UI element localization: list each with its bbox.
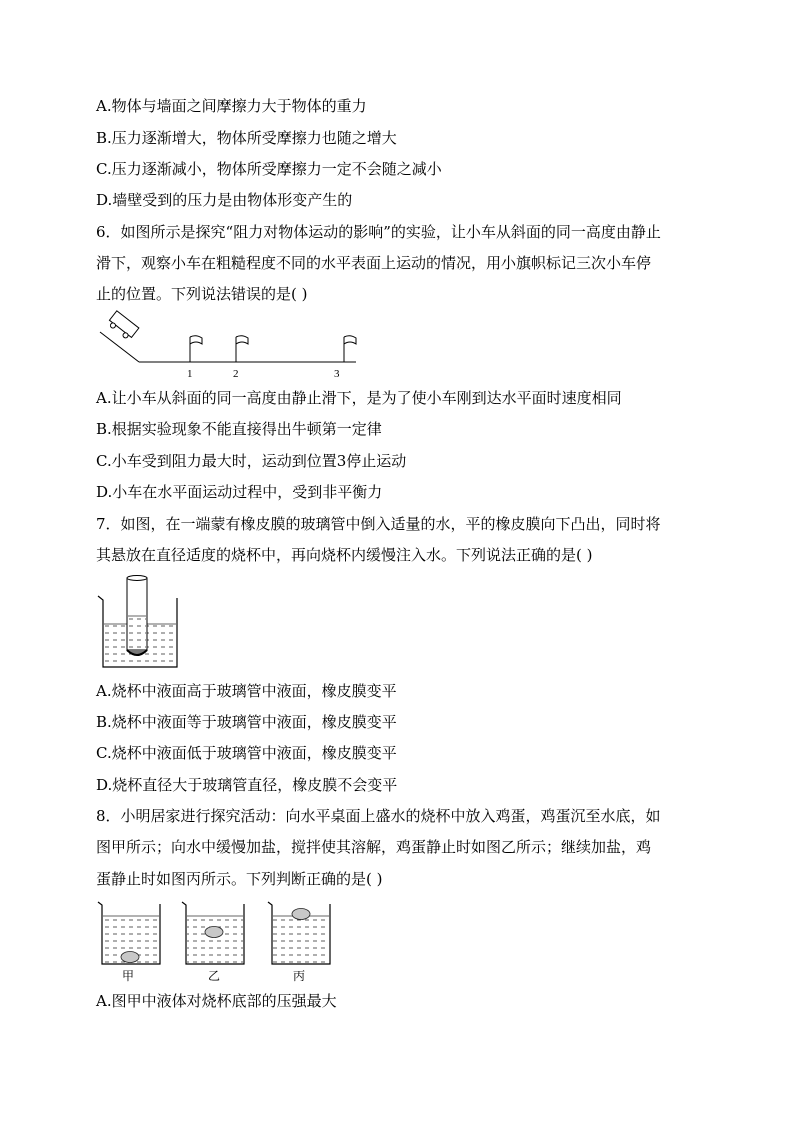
beaker-jia <box>98 902 160 964</box>
q8-stem-line-2: 图甲所示；向水中缓慢加盐，搅拌使其溶解，鸡蛋静止时如图乙所示；继续加盐，鸡 <box>96 838 652 856</box>
q8-option-a: A.图甲中液体对烧杯底部的压强最大 <box>96 992 337 1010</box>
beaker-label-bing: 丙 <box>293 969 306 983</box>
beaker-label-yi: 乙 <box>208 969 221 983</box>
beaker-yi <box>182 902 244 964</box>
q6-stem-line-3: 止的位置。下列说法错误的是( ) <box>96 285 308 303</box>
q5-option-c: C.压力逐渐减小，物体所受摩擦力一定不会随之减小 <box>96 160 442 178</box>
egg-icon <box>292 909 310 920</box>
q7-option-b: B.烧杯中液面等于玻璃管中液面，橡皮膜变平 <box>96 713 397 731</box>
flag-icon <box>344 336 356 362</box>
q5-option-d: D.墙壁受到的压力是由物体形变产生的 <box>96 191 353 209</box>
q6-incline-figure <box>94 310 360 382</box>
beaker-bing <box>268 902 330 964</box>
egg-icon <box>205 927 223 938</box>
q6-stem-line-2: 滑下，观察小车在粗糙程度不同的水平表面上运动的情况，用小旗帜标记三次小车停 <box>96 254 652 272</box>
q6-option-c: C.小车受到阻力最大时，运动到位置3停止运动 <box>96 452 407 470</box>
q8-stem-line-3: 蛋静止时如图丙所示。下列判断正确的是( ) <box>96 870 383 888</box>
q5-option-b: B.压力逐渐增大，物体所受摩擦力也随之增大 <box>96 129 397 147</box>
flag-icon <box>190 336 202 362</box>
egg-icon <box>121 952 139 963</box>
q7-stem-line-1: 7．如图，在一端蒙有橡皮膜的玻璃管中倒入适量的水，平的橡皮膜向下凸出，同时将 <box>96 515 661 533</box>
q8-stem-line-1: 8．小明居家进行探究活动：向水平桌面上盛水的烧杯中放入鸡蛋，鸡蛋沉至水底，如 <box>96 807 661 825</box>
q7-option-a: A.烧杯中液面高于玻璃管中液面，橡皮膜变平 <box>96 682 397 700</box>
flag-icon <box>236 336 248 362</box>
q7-option-d: D.烧杯直径大于玻璃管直径，橡皮膜不会变平 <box>96 776 398 794</box>
q7-stem-line-2: 其悬放在直径适度的烧杯中，再向烧杯内缓慢注入水。下列说法正确的是( ) <box>96 546 593 564</box>
q5-option-a: A.物体与墙面之间摩擦力大于物体的重力 <box>96 97 367 115</box>
q7-beaker-tube-figure <box>96 574 186 672</box>
q7-option-c: C.烧杯中液面低于玻璃管中液面，橡皮膜变平 <box>96 744 397 762</box>
flag-label-2: 2 <box>233 368 239 380</box>
q6-option-a: A.让小车从斜面的同一高度由静止滑下，是为了使小车刚到达水平面时速度相同 <box>96 389 622 407</box>
q8-egg-beakers-figure <box>96 896 346 984</box>
q6-option-d: D.小车在水平面运动过程中，受到非平衡力 <box>96 483 383 501</box>
q6-option-b: B.根据实验现象不能直接得出牛顿第一定律 <box>96 420 382 438</box>
beaker-label-jia: 甲 <box>122 969 135 983</box>
q6-stem-line-1: 6．如图所示是探究“阻力对物体运动的影响”的实验，让小车从斜面的同一高度由静止 <box>96 223 661 241</box>
flag-label-3: 3 <box>334 368 340 380</box>
flag-label-1: 1 <box>187 368 193 380</box>
